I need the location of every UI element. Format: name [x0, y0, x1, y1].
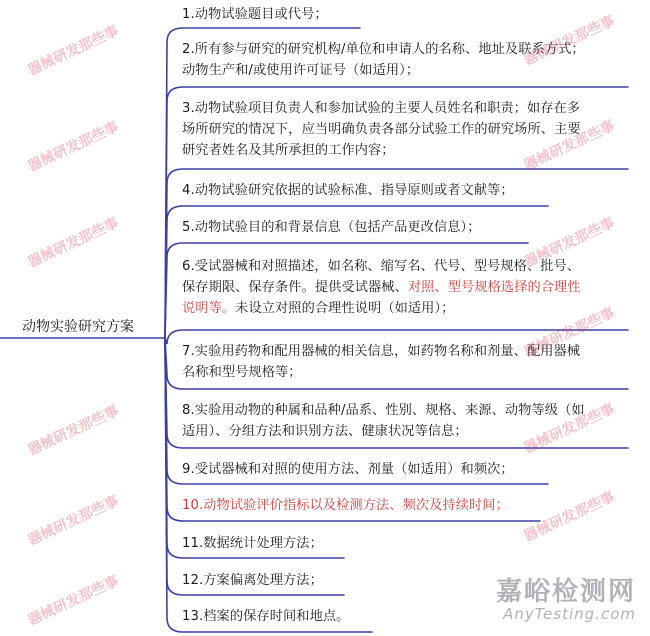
watermark: 器械研发那些事 — [521, 304, 618, 361]
brand-cn: 嘉峪检测网 — [495, 577, 636, 607]
branch-item-6 — [182, 256, 640, 319]
branch-item-5 — [182, 217, 640, 238]
branch-item-2-line: 2.所有参与研究的研究机构/单位和申请人的名称、地址及联系方式； — [182, 42, 585, 57]
watermark: 器械研发那些事 — [521, 117, 618, 174]
branch-item-4-line: 4.动物试验研究依据的试验标准、指导原则或者文献等； — [182, 183, 514, 198]
branch-item-1 — [182, 4, 640, 25]
root-node-label: 动物实验研究方案 — [22, 319, 134, 335]
branch-item-6-line: 6.受试器械和对照描述，如名称、缩写名、代号、型号规格、批号、 — [182, 259, 581, 274]
watermark: 器械研发那些事 — [521, 488, 618, 545]
branch-item-13 — [182, 606, 640, 627]
branch-item-2-line: 动物生产和/或使用许可证号（如适用）； — [182, 63, 420, 78]
branch-item-6-red-text: 对照、型号规格选择的合理性 — [407, 280, 581, 295]
watermark: 器械研发那些事 — [25, 22, 122, 79]
branch-item-8-line: 8.实验用动物的种属和品种/品系、性别、规格、来源、动物等级（如 — [182, 403, 585, 418]
watermark: 器械研发那些事 — [25, 492, 122, 549]
branch-item-8-line: 适用）、分组方法和识别方法、健康状况等信息； — [182, 424, 468, 439]
branch-item-8 — [182, 400, 640, 442]
branch-item-10 — [182, 495, 640, 516]
watermark: 器械研发那些事 — [521, 214, 618, 271]
watermark: 器械研发那些事 — [25, 402, 122, 459]
branch-item-12 — [182, 570, 640, 591]
branch-item-3-line: 场所研究的情况下，应当明确负责各部分试验工作的研究场所、主要 — [182, 122, 581, 137]
branch-item-6-line: 说明等。未设立对照的合理性说明（如适用）； — [182, 301, 455, 316]
branch-item-11 — [182, 533, 640, 554]
branch-item-11-line: 11.数据统计处理方法； — [182, 536, 323, 551]
branch-item-2 — [182, 39, 640, 81]
branch-item-13-line: 13.档案的保存时间和地点。 — [182, 609, 350, 624]
watermark: 器械研发那些事 — [25, 214, 122, 271]
branch-item-3-line: 研究者姓名及其所承担的工作内容； — [182, 143, 395, 158]
branch-item-3 — [182, 98, 640, 161]
branch-item-7 — [182, 341, 640, 383]
branch-item-10-line: 10.动物试验评价指标以及检测方法、频次及持续时间； — [182, 498, 509, 513]
branch-item-1-line: 1.动物试验题目或代号； — [182, 7, 328, 22]
branch-item-9-line: 9.受试器械和对照的使用方法、剂量（如适用）和频次； — [182, 462, 514, 477]
watermark: 器械研发那些事 — [521, 12, 618, 69]
branch-item-9 — [182, 459, 640, 480]
brand-en: AnyTesting.com — [503, 605, 636, 623]
branch-item-12-line: 12.方案偏离处理方法； — [182, 573, 323, 588]
branch-item-7-line: 名称和型号规格等； — [182, 365, 302, 380]
watermark: 器械研发那些事 — [521, 400, 618, 457]
branch-item-3-line: 3.动物试验项目负责人和参加试验的主要人员姓名和职责；如存在多 — [182, 101, 581, 116]
branch-item-5-line: 5.动物试验目的和背景信息（包括产品更改信息）； — [182, 220, 481, 235]
watermark: 器械研发那些事 — [25, 572, 122, 629]
branch-item-6-line: 保存期限、保存条件。提供受试器械、对照、型号规格选择的合理性 — [182, 280, 581, 295]
branch-item-7-line: 7.实验用药物和配用器械的相关信息，如药物名称和剂量、配用器械 — [182, 344, 581, 359]
watermark: 器械研发那些事 — [25, 118, 122, 175]
branch-item-4 — [182, 180, 640, 201]
